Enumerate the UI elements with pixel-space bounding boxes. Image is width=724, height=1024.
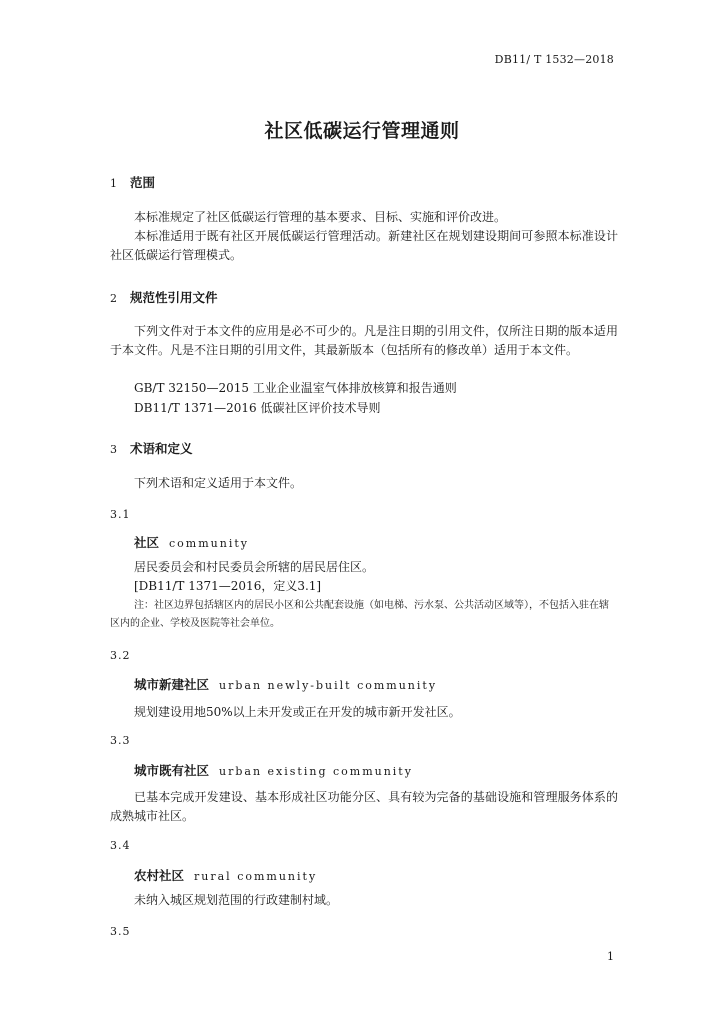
term-heading bbox=[134, 533, 249, 551]
term-definition: 规划建设用地50%以上未开发或正在开发的城市新开发社区。 bbox=[134, 705, 461, 719]
reference-item: GB/T 32150—2015 工业企业温室气体排放核算和报告通则 bbox=[134, 381, 457, 395]
clause-number: 3.1 bbox=[110, 508, 131, 521]
section-number: 3 bbox=[110, 443, 117, 456]
clause-number: 3.2 bbox=[110, 649, 131, 662]
term-english: rural community bbox=[194, 870, 318, 883]
section-number: 2 bbox=[110, 292, 117, 305]
term-definition: 已基本完成开发建设、基本形成社区功能分区、具有较为完备的基础设施和管理服务体系的成熟城市社区。 bbox=[110, 790, 618, 823]
standard-code: DB11/ T 1532—2018 bbox=[494, 53, 614, 66]
clause-number: 3.5 bbox=[110, 925, 131, 938]
document-title: 社区低碳运行管理通则 bbox=[264, 120, 460, 142]
section-title: 规范性引用文件 bbox=[130, 290, 218, 305]
clause-number: 3.3 bbox=[110, 734, 131, 747]
terms-intro: 下列术语和定义适用于本文件。 bbox=[134, 476, 303, 490]
term-english: community bbox=[169, 537, 249, 550]
section-title: 范围 bbox=[130, 175, 156, 190]
page-number: 1 bbox=[607, 950, 614, 963]
scope-paragraph-1: 本标准规定了社区低碳运行管理的基本要求、目标、实施和评价改进。 bbox=[134, 210, 507, 224]
term-note: 注：社区边界包括辖区内的居民小区和公共配套设施（如电梯、污水泵、公共活动区域等），不包括入驻在辖区内的企业、学校及医院等社会单位。 bbox=[110, 600, 609, 629]
term-heading bbox=[134, 866, 317, 884]
term-chinese: 社区 bbox=[134, 535, 160, 550]
reference-item: DB11/T 1371—2016 低碳社区评价技术导则 bbox=[134, 401, 381, 415]
clause-number: 3.4 bbox=[110, 839, 131, 852]
references-intro: 下列文件对于本文件的应用是必不可少的。凡是注日期的引用文件，仅所注日期的版本适用于本文件。凡是不注日期的引用文件，其最新版本（包括所有的修改单）适用于本文件。 bbox=[110, 324, 618, 357]
term-definition: 未纳入城区规划范围的行政建制村域。 bbox=[134, 893, 339, 907]
term-english: urban newly-built community bbox=[219, 679, 438, 692]
term-chinese: 城市新建社区 bbox=[134, 677, 210, 692]
section-title: 术语和定义 bbox=[130, 441, 193, 456]
term-chinese: 城市既有社区 bbox=[134, 763, 210, 778]
section-heading-2 bbox=[110, 288, 218, 306]
term-source: [DB11/T 1371—2016，定义3.1] bbox=[134, 579, 322, 593]
scope-paragraph-2: 本标准适用于既有社区开展低碳运行管理活动。新建社区在规划建设期间可参照本标准设计社区低碳运行管理模式。 bbox=[110, 229, 618, 262]
section-number: 1 bbox=[110, 177, 117, 190]
term-chinese: 农村社区 bbox=[134, 868, 185, 883]
section-heading-1 bbox=[110, 173, 155, 191]
term-english: urban existing community bbox=[219, 765, 413, 778]
section-heading-3 bbox=[110, 439, 193, 457]
term-heading bbox=[134, 675, 437, 693]
term-definition: 居民委员会和村民委员会所辖的居民居住区。 bbox=[134, 560, 375, 574]
term-heading bbox=[134, 761, 413, 779]
